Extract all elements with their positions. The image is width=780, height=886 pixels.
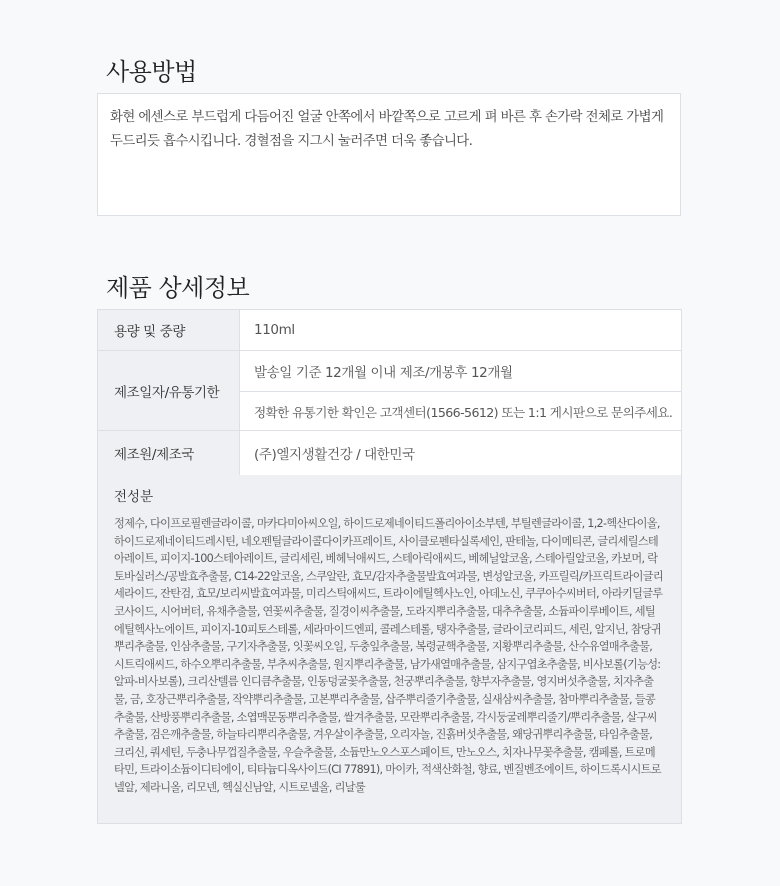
expiry-notice: 정확한 유통기한 확인은 고객센터(1566-5612) 또는 1:1 게시판으로 문의주세요. <box>240 392 682 431</box>
volume-label: 용량 및 중량 <box>98 310 240 351</box>
maker-label: 제조원/제조국 <box>98 431 240 476</box>
table-row <box>98 351 682 392</box>
product-detail-table <box>97 309 682 476</box>
expiry-value: 발송일 기준 12개월 이내 제조/개봉후 12개월 <box>240 351 682 392</box>
usage-description: 화현 에센스로 부드럽게 다듬어진 얼굴 안쪽에서 바깥쪽으로 고르게 펴 바른 후 손가락 전체로 가볍게 두드리듯 흡수시킵니다. 경혈점을 지그시 눌러주면 더욱 좋습니다. <box>97 93 681 216</box>
ingredients-list: 정제수, 다이프로필렌글라이콜, 마카다미아씨오일, 하이드로제네이티드폴리아이소부텐, 부틸렌글라이콜, 1,2-헥산다이올, 하이드로제네이티드레시틴, 네오펜틸글라이콜다이카프레이트, 사이클로펜타실록세인, 판테놀, 다이메티콘, 글리세릴스테아레이트, 피이지-100스테아레이트, 글리세린, 베헤닉애씨드, 스테아릭애씨드, 베헤닐알코올, 스테아릴알코올, 카보머, 락토바실러스/공발효추출물, C14-22알코올, 스쿠알란, 효모/감자추출물발효여과물, 변성알코올, 카프릴릭/카프릭트라이글리세라이드, 잔탄검, 효모/보리씨발효여과물, 미리스틱애씨드, 트라이에틸헥사노인, 아데노신, 쿠쿠아수씨버터, 아라키딜글루코사이드, 시어버터, 유채추출물, 연꽃씨추출물, 질경이씨추출물, 도라지뿌리추출물, 대추추출물, 소듐파이루베이트, 세틸에틸헥사노에이트, 피이지-10피토스테롤, 세라마이드엔피, 콜레스테롤, 탱자추출물, 글라이코리피드, 세린, 알지닌, 참당귀뿌리추출물, 인삼추출물, 구기자추출물, 잇꽃씨오일, 두충잎추출물, 복령균핵추출물, 지황뿌리추출물, 산수유열매추출물, 시트릭애씨드, 하수오뿌리추출물, 부추씨추출물, 원지뿌리추출물, 남가새열매추출물, 삼지구엽초추출물, 비사보롤(기능성: 알파-비사보롤), 크리산텔름 인디큼추출물, 인동덩굴꽃추출물, 천궁뿌리추출물, 향부자추출물, 영지버섯추출물, 치자추출물, 금, 호장근뿌리추출물, 작약뿌리추출물, 고본뿌리추출물, 삽주뿌리줄기추출물, 실새삼씨추출물, 참마뿌리추출물, 들콩추출물, 산방풍뿌리추출물, 소엽맥문동뿌리추출물, 쌀겨추출물, 모란뿌리추출물, 각시둥굴레뿌리줄기/뿌리추출물, 살구씨추출물, 검은깨추출물, 하늘타리뿌리추출물, 겨우살이추출물, 오리자놀, 진흙버섯추출물, 왜당귀뿌리추출물, 타임추출물, 크리신, 쿼세틴, 두충나무껍질추출물, 우슬추출물, 소듐만노오스포스페이트, 만노오스, 치자나무꽃추출물, 캠페롤, 트로메타민, 트라이소듐이디티에이, 티타늄디옥사이드(CI 77891), 마이카, 적색산화철, 향료, 벤질벤조에이트, 하이드록시시트로넬알, 제라니올, 리모넨, 헥실신남알, 시트로넬올, 리날룰 <box>114 517 663 794</box>
ingredients-title: 전성분 <box>114 489 154 505</box>
expiry-label: 제조일자/유통기한 <box>98 351 240 431</box>
ingredients-section <box>97 475 682 824</box>
detail-title: 제품 상세정보 <box>106 274 250 302</box>
usage-title: 사용방법 <box>106 58 197 86</box>
table-row <box>98 310 682 351</box>
table-row <box>98 431 682 476</box>
volume-value: 110ml <box>240 310 682 351</box>
maker-value: (주)엘지생활건강 / 대한민국 <box>240 431 682 476</box>
